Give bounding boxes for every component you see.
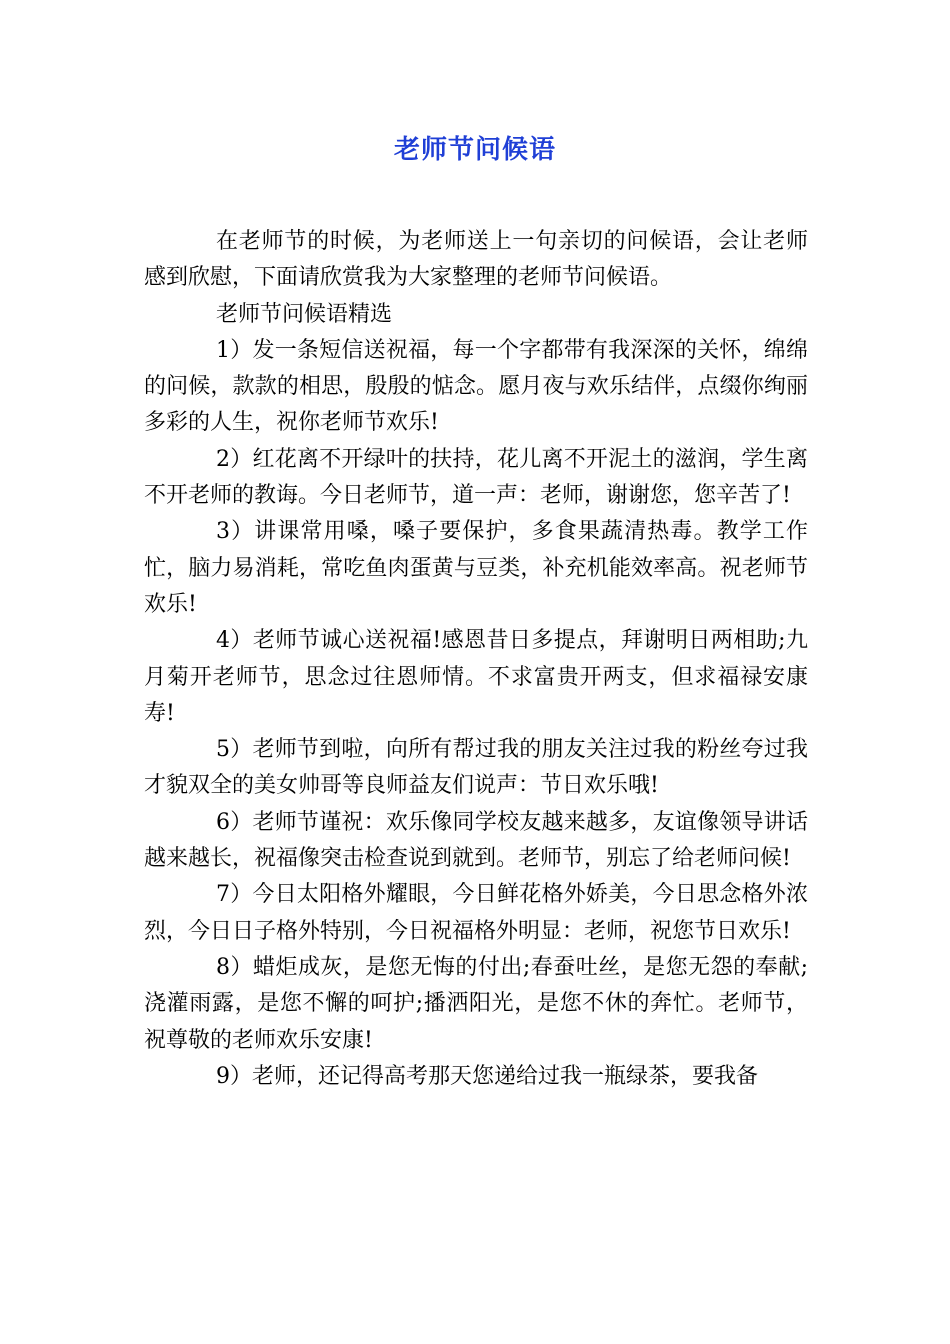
- list-item: 1）发一条短信送祝福，每一个字都带有我深深的关怀，绵绵的问候，款款的相思，殷殷的惦念。愿月夜与欢乐结伴，点缀你绚丽多彩的人生，祝你老师节欢乐!: [144, 337, 808, 436]
- list-item: 7）今日太阳格外耀眼，今日鲜花格外娇美，今日思念格外浓烈，今日日子格外特别，今日祝福格外明显：老师，祝您节日欢乐!: [144, 882, 808, 944]
- list-item: 4）老师节诚心送祝福!感恩昔日多提点，拜谢明日两相助;九月菊开老师节，思念过往恩师情。不求富贵开两支，但求福禄安康寿!: [144, 628, 808, 726]
- paragraph-intro: 在老师节的时候，为老师送上一句亲切的问候语，会让老师感到欣慰，下面请欣赏我为大家整理的老师节问候语。: [144, 229, 808, 291]
- list-item: 5）老师节到啦，向所有帮过我的朋友关注过我的粉丝夸过我才貌双全的美女帅哥等良师益友们说声：节日欢乐哦!: [144, 737, 808, 799]
- list-item: 8）蜡炬成灰，是您无悔的付出;春蚕吐丝，是您无怨的奉献;浇灌雨露，是您不懈的呵护;播洒阳光，是您不休的奔忙。老师节，祝尊敬的老师欢乐安康!: [144, 954, 808, 1053]
- list-item: 3）讲课常用嗓，嗓子要保护，多食果蔬清热毒。教学工作忙，脑力易消耗，常吃鱼肉蛋黄与豆类，补充机能效率高。祝老师节欢乐!: [144, 519, 808, 617]
- document-body: [144, 224, 808, 1095]
- paragraph-heading: 老师节问候语精选: [216, 301, 393, 327]
- list-item: 9）老师，还记得高考那天您递给过我一瓶绿茶，要我备: [216, 1063, 758, 1089]
- list-item: 6）老师节谨祝：欢乐像同学校友越来越多，友谊像领导讲话越来越长，祝福像突击检查说到就到。老师节，别忘了给老师问候!: [144, 809, 808, 872]
- document-title: 老师节问候语: [393, 135, 556, 165]
- list-item: 2）红花离不开绿叶的扶持，花儿离不开泥土的滋润，学生离不开老师的教诲。今日老师节，道一声：老师，谢谢您，您辛苦了!: [144, 446, 808, 509]
